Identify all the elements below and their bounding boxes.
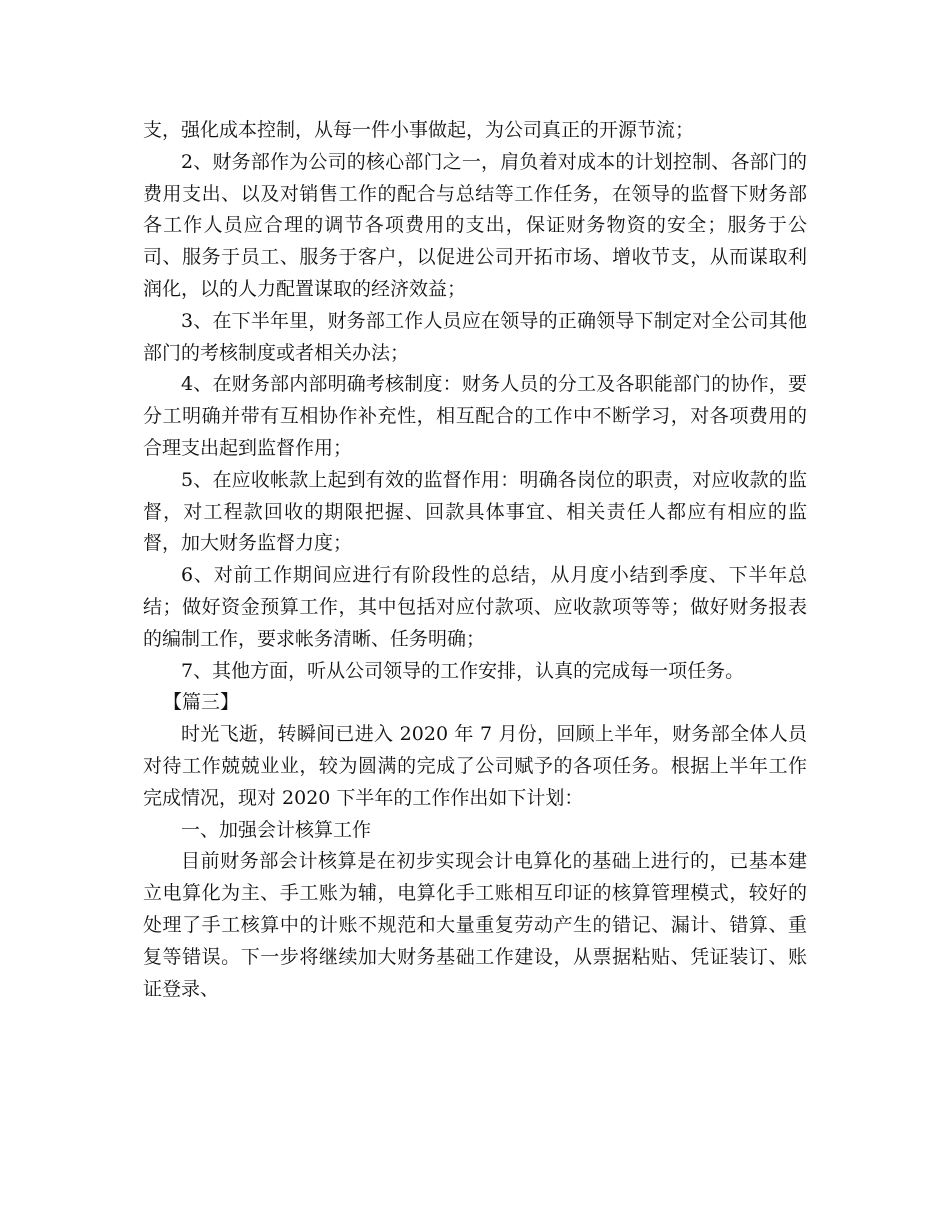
paragraph-intro: 时光飞逝，转瞬间已进入 2020 年 7 月份，回顾上半年，财务部全体人员对待工作兢兢业业，较为圆满的完成了公司赋予的各项任务。根据上半年工作完成情况，现对 2020 下半年的工作作出如下计划：: [143, 723, 807, 809]
paragraph-item-5: 5、在应收帐款上起到有效的监督作用：明确各岗位的职责，对应收款的监督，对工程款回收的期限把握、回款具体事宜、相关责任人都应有相应的监督，加大财务监督力度；: [143, 468, 807, 555]
subsection-heading: 一、加强会计核算工作: [181, 818, 372, 841]
section-heading: 【篇三】: [163, 691, 240, 714]
paragraph-accounting: 目前财务部会计核算是在初步实现会计电算化的基础上进行的，已基本建立电算化为主、手工账为辅，电算化手工账相互印证的核算管理模式，较好的处理了手工核算中的计账不规范和大量重复劳动产生的错记、漏计、错算、重复等错误。下一步将继续加大财务基础工作建设，从票据粘贴、凭证装订、账证登录、: [143, 850, 807, 1000]
paragraph-item-7: 7、其他方面，听从公司领导的工作安排，认真的完成每一项任务。: [181, 659, 745, 682]
paragraph-continuation: 支，强化成本控制，从每一件小事做起，为公司真正的开源节流；: [143, 119, 695, 141]
document-body: [143, 115, 807, 1005]
paragraph-item-3: 3、在下半年里，财务部工作人员应在领导的正确领导下制定对全公司其他部门的考核制度或者相关办法；: [143, 309, 807, 364]
paragraph-item-4: 4、在财务部内部明确考核制度：财务人员的分工及各职能部门的协作，要分工明确并带有互相协作补充性，相互配合的工作中不断学习，对各项费用的合理支出起到监督作用；: [143, 373, 807, 459]
paragraph-item-6: 6、对前工作期间应进行有阶段性的总结，从月度小结到季度、下半年总结；做好资金预算工作，其中包括对应付款项、应收款项等等；做好财务报表的编制工作，要求帐务清晰、任务明确；: [143, 564, 807, 650]
paragraph-item-2: 2、财务部作为公司的核心部门之一，肩负着对成本的计划控制、各部门的费用支出、以及对销售工作的配合与总结等工作任务，在领导的监督下财务部各工作人员应合理的调节各项费用的支出，保证财务物资的安全；服务于公司、服务于员工、服务于客户，以促进公司开拓市场、增收节支，从而谋取利润化，以的人力配置谋取的经济效益；: [143, 150, 807, 300]
